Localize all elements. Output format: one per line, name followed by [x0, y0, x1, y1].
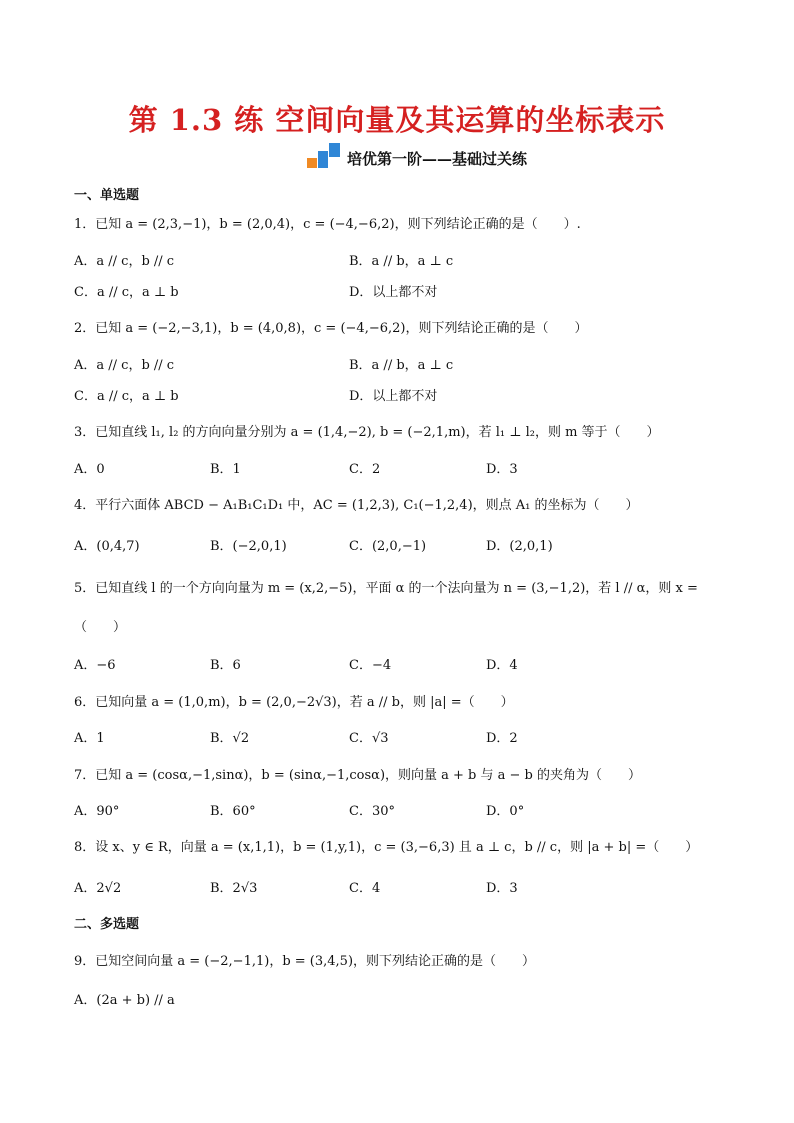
q6-option-a: A．1 — [74, 731, 105, 746]
q8-option-a: A．2√2 — [74, 881, 122, 896]
section-heading-single: 一、单选题 — [74, 188, 140, 203]
question-6: 6．已知向量 a = (1,0,m)，b = (2,0,−2√3)，若 a // b，则 |a| =（ ） — [74, 695, 514, 710]
question-7: 7．已知 a = (cosα,−1,sinα)，b = (sinα,−1,cosα)，则向量 a + b 与 a − b 的夹角为（ ） — [74, 768, 641, 783]
q1-option-b: B．a // b，a ⊥ c — [349, 254, 454, 269]
q4-option-c: C．(2,0,−1) — [349, 539, 427, 554]
q7-option-d: D．0° — [486, 804, 525, 819]
q1-option-c: C．a // c，a ⊥ b — [74, 285, 179, 300]
subtitle: 培优第一阶——基础过关练 — [346, 150, 527, 168]
q2-option-d: D．以上都不对 — [349, 389, 438, 404]
question-5-blank: （ ） — [74, 620, 127, 635]
q5-option-d: D．4 — [486, 658, 518, 673]
q5-option-c: C．−4 — [349, 658, 392, 673]
q1-option-a: A．a // c，b // c — [74, 254, 175, 269]
q2-option-c: C．a // c，a ⊥ b — [74, 389, 179, 404]
question-3: 3．已知直线 l₁, l₂ 的方向向量分别为 a = (1,4,−2), b = (−2,1,m)，若 l₁ ⊥ l₂，则 m 等于（ ） — [74, 425, 660, 440]
subtitle-row — [0, 143, 794, 173]
q4-option-a: A．(0,4,7) — [74, 539, 140, 554]
page-title: 第 1.3 练 空间向量及其运算的坐标表示 — [128, 103, 666, 137]
question-8: 8．设 x、y ∈ R，向量 a = (x,1,1)，b = (1,y,1)，c = (3,−6,3) 且 a ⊥ c，b // c，则 |a + b| =（ ） — [74, 840, 699, 855]
section-heading-multi: 二、多选题 — [74, 917, 140, 932]
q7-option-a: A．90° — [74, 804, 120, 819]
question-5: 5．已知直线 l 的一个方向向量为 m = (x,2,−5)，平面 α 的一个法向量为 n = (3,−1,2)，若 l // α，则 x = — [74, 581, 698, 596]
q6-option-c: C．√3 — [349, 731, 389, 746]
q2-option-a: A．a // c，b // c — [74, 358, 175, 373]
q3-option-b: B．1 — [210, 462, 241, 477]
q5-option-a: A．−6 — [74, 658, 116, 673]
q3-option-d: D．3 — [486, 462, 518, 477]
q9-option-a: A．(2a + b) // a — [74, 993, 175, 1008]
stairs-icon — [307, 143, 341, 169]
q3-option-a: A．0 — [74, 462, 105, 477]
q4-option-b: B．(−2,0,1) — [210, 539, 287, 554]
q6-option-d: D．2 — [486, 731, 518, 746]
q4-option-d: D．(2,0,1) — [486, 539, 553, 554]
q1-option-d: D．以上都不对 — [349, 285, 438, 300]
q2-option-b: B．a // b，a ⊥ c — [349, 358, 454, 373]
q5-option-b: B．6 — [210, 658, 241, 673]
q8-option-b: B．2√3 — [210, 881, 258, 896]
question-4: 4．平行六面体 ABCD − A₁B₁C₁D₁ 中，AC = (1,2,3), C₁(−1,2,4)，则点 A₁ 的坐标为（ ） — [74, 498, 639, 513]
question-9: 9．已知空间向量 a = (−2,−1,1)，b = (3,4,5)，则下列结论正确的是（ ） — [74, 954, 536, 969]
q8-option-d: D．3 — [486, 881, 518, 896]
q8-option-c: C．4 — [349, 881, 381, 896]
question-1: 1．已知 a = (2,3,−1)，b = (2,0,4)，c = (−4,−6,2)，则下列结论正确的是（ ）. — [74, 217, 581, 232]
q7-option-b: B．60° — [210, 804, 256, 819]
q6-option-b: B．√2 — [210, 731, 250, 746]
q3-option-c: C．2 — [349, 462, 381, 477]
q7-option-c: C．30° — [349, 804, 395, 819]
question-2: 2．已知 a = (−2,−3,1)，b = (4,0,8)，c = (−4,−6,2)，则下列结论正确的是（ ） — [74, 321, 588, 336]
